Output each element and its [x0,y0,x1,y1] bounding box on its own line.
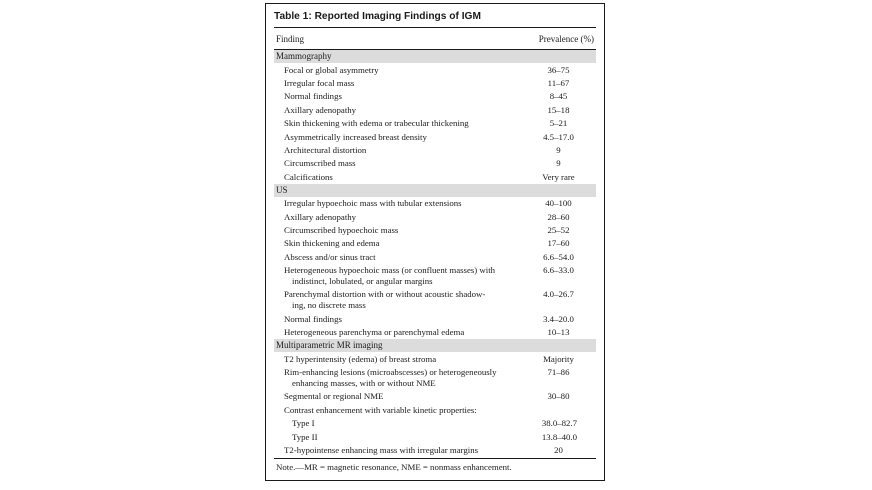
finding-cell: Heterogeneous parenchyma or parenchymal edema [284,327,465,338]
table-row [274,117,596,130]
finding-cell: Contrast enhancement with variable kinetic properties: [284,404,477,415]
table-row [274,352,596,365]
prevalence-cell: 17–60 [547,238,570,249]
table-row [274,312,596,325]
finding-cell [274,289,521,311]
finding-cell: Normal findings [284,91,342,102]
finding-cell: Axillary adenopathy [284,104,357,115]
finding-line-1: Rim-enhancing lesions (microabscesses) or heterogeneously [284,367,497,378]
prevalence-cell: 25–52 [547,224,570,235]
finding-cell: Axillary adenopathy [284,211,357,222]
finding-cell [274,265,521,287]
table-row [274,157,596,170]
prevalence-cell: 15–18 [547,104,570,115]
table-frame [265,3,605,481]
finding-line-2: enhancing masses, with or without NME [292,378,436,389]
finding-cell: Irregular hypoechoic mass with tubular extensions [284,198,462,209]
prevalence-cell: Majority [543,353,574,364]
column-header-row [274,28,596,49]
table-title: Table 1: Reported Imaging Findings of IGM [274,11,481,22]
prevalence-cell: 71–86 [547,367,570,378]
table-row [274,63,596,76]
prevalence-cell: 6.6–54.0 [543,251,574,262]
prevalence-cell: 40–100 [545,198,572,209]
finding-cell: Abscess and/or sinus tract [284,251,376,262]
prevalence-cell: 9 [556,144,561,155]
prevalence-cell: 3.4–20.0 [543,313,574,324]
prevalence-cell: 13.8–40.0 [541,431,578,442]
finding-cell [274,367,521,389]
section-mr-imaging: Multiparametric MR imaging [274,339,596,352]
table-note: Note.—MR = magnetic resonance, NME = nonmass enhancement. [276,461,512,472]
table-row [274,417,596,430]
table-row [274,210,596,223]
table-row [274,170,596,183]
prevalence-cell: 8–45 [549,91,568,102]
table-row [274,326,596,339]
section-mammography: Mammography [274,50,596,63]
prevalence-cell: 4.5–17.0 [543,131,574,142]
table-row [274,76,596,89]
section-us: US [274,184,596,197]
table-row [274,90,596,103]
finding-cell: Skin thickening and edema [284,238,380,249]
finding-cell: Architectural distortion [284,144,367,155]
table-row [274,365,596,389]
table-row [274,223,596,236]
table-row [274,237,596,250]
table-row [274,288,596,312]
prevalence-cell: 30–80 [547,391,570,402]
finding-line-2: ing, no discrete mass [292,300,366,311]
prevalence-cell: 28–60 [547,211,570,222]
table-row [274,103,596,116]
finding-line-2: indistinct, lobulated, or angular margins [292,276,433,287]
table-row [274,197,596,210]
table-row [274,430,596,443]
finding-cell: Focal or global asymmetry [284,64,379,75]
finding-cell: Segmental or regional NME [284,391,384,402]
prevalence-cell: 5–21 [549,118,568,129]
table-row [274,443,596,456]
prevalence-cell: 38.0–82.7 [541,418,578,429]
table-row [274,403,596,416]
table-row [274,250,596,263]
prevalence-cell: 10–13 [547,327,570,338]
prevalence-cell: 6.6–33.0 [543,265,574,276]
prevalence-cell: 20 [554,444,563,455]
finding-cell: Normal findings [284,313,342,324]
prevalence-cell: Very rare [542,171,575,182]
prevalence-cell: 9 [556,158,561,169]
table-row [274,263,596,287]
finding-cell: T2 hyperintensity (edema) of breast stroma [284,353,437,364]
finding-cell: Circumscribed hypoechoic mass [284,224,399,235]
prevalence-cell: 36–75 [547,64,570,75]
finding-cell: Irregular focal mass [284,77,355,88]
finding-cell: Type II [292,431,318,442]
finding-cell: T2-hypointense enhancing mass with irregular margins [284,444,479,455]
finding-line-1: Heterogeneous hypoechoic mass (or confluent masses) with [284,265,496,276]
prevalence-cell: 11–67 [547,77,570,88]
table-row [274,143,596,156]
finding-cell: Type I [292,418,315,429]
column-header-finding: Finding [276,34,305,44]
finding-cell: Circumscribed mass [284,158,356,169]
finding-cell: Skin thickening with edema or trabecular thickening [284,118,469,129]
column-header-prevalence: Prevalence (%) [538,34,594,44]
finding-cell: Asymmetrically increased breast density [284,131,427,142]
finding-cell: Calcifications [284,171,333,182]
finding-line-1: Parenchymal distortion with or without acoustic shadow- [284,289,486,300]
table-row [274,130,596,143]
prevalence-cell: 4.0–26.7 [543,289,574,300]
table-row [274,390,596,403]
